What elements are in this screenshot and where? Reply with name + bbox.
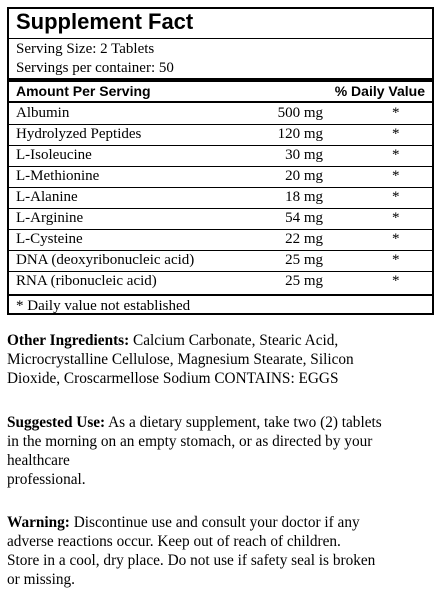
header-daily-value: % Daily Value <box>334 83 425 99</box>
other-ingredients-text: Microcrystalline Cellulose, Magnesium Stearate, Silicon <box>7 351 354 368</box>
table-row <box>9 124 432 145</box>
ingredient-name: L-Arginine <box>16 210 84 226</box>
ingredient-name: DNA (deoxyribonucleic acid) <box>16 252 195 268</box>
header-amount-per-serving: Amount Per Serving <box>16 83 151 99</box>
other-ingredients-text: Calcium Carbonate, Stearic Acid, <box>129 332 339 349</box>
suggested-use <box>7 413 437 489</box>
warning <box>7 513 437 589</box>
ingredient-amount: 30 mg <box>285 147 323 163</box>
ingredient-amount: 54 mg <box>285 210 323 226</box>
warning-text: Discontinue use and consult your doctor if any <box>69 514 360 531</box>
ingredient-amount: 120 mg <box>277 126 323 142</box>
footnote-divider <box>9 294 432 296</box>
ingredient-daily-value: * <box>392 231 400 247</box>
suggested-use-text: in the morning on an empty stomach, or as directed by your <box>7 433 373 450</box>
warning-text: or missing. <box>7 571 75 588</box>
servings-per-container: Servings per container: 50 <box>16 60 174 76</box>
ingredient-amount: 500 mg <box>277 105 323 121</box>
table-row <box>9 103 432 124</box>
ingredient-daily-value: * <box>392 273 400 289</box>
warning-text: adverse reactions occur. Keep out of reach of children. <box>7 533 341 550</box>
suggested-use-text: professional. <box>7 471 86 488</box>
other-ingredients-label: Other Ingredients: <box>7 332 130 349</box>
suggested-use-label: Suggested Use: <box>7 414 106 431</box>
warning-text: Store in a cool, dry place. Do not use if safety seal is broken <box>7 552 376 569</box>
ingredient-amount: 22 mg <box>285 231 323 247</box>
table-header <box>16 82 425 101</box>
footnote: * Daily value not established <box>16 298 191 314</box>
ingredient-name: L-Alanine <box>16 189 78 205</box>
suggested-use-text: As a dietary supplement, take two (2) tablets <box>105 414 382 431</box>
supplement-facts-panel <box>7 7 434 315</box>
serving-size: Serving Size: 2 Tablets <box>16 41 155 57</box>
ingredient-name: RNA (ribonucleic acid) <box>16 273 157 289</box>
ingredient-daily-value: * <box>392 189 400 205</box>
ingredient-name: L-Isoleucine <box>16 147 92 163</box>
ingredient-name: Hydrolyzed Peptides <box>16 126 142 142</box>
ingredient-daily-value: * <box>392 105 400 121</box>
ingredient-daily-value: * <box>392 252 400 268</box>
ingredient-daily-value: * <box>392 126 400 142</box>
ingredient-daily-value: * <box>392 168 400 184</box>
ingredient-daily-value: * <box>392 147 400 163</box>
ingredient-amount: 25 mg <box>285 273 323 289</box>
ingredient-daily-value: * <box>392 210 400 226</box>
ingredient-amount: 18 mg <box>285 189 323 205</box>
panel-title: Supplement Fact <box>16 9 194 34</box>
table-row <box>9 271 432 292</box>
table-row <box>9 145 432 166</box>
other-ingredients-text: Dioxide, Croscarmellose Sodium CONTAINS: EGGS <box>7 370 339 387</box>
ingredient-amount: 25 mg <box>285 252 323 268</box>
warning-label: Warning: <box>7 514 70 531</box>
ingredient-name: L-Cysteine <box>16 231 83 247</box>
table-row <box>9 250 432 271</box>
table-row <box>9 208 432 229</box>
table-row <box>9 229 432 250</box>
ingredient-name: L-Methionine <box>16 168 100 184</box>
table-row <box>9 166 432 187</box>
ingredient-amount: 20 mg <box>285 168 323 184</box>
table-row <box>9 187 432 208</box>
other-ingredients <box>7 331 437 388</box>
title-divider <box>9 38 432 39</box>
ingredient-name: Albumin <box>16 105 70 121</box>
suggested-use-text: healthcare <box>7 452 70 469</box>
